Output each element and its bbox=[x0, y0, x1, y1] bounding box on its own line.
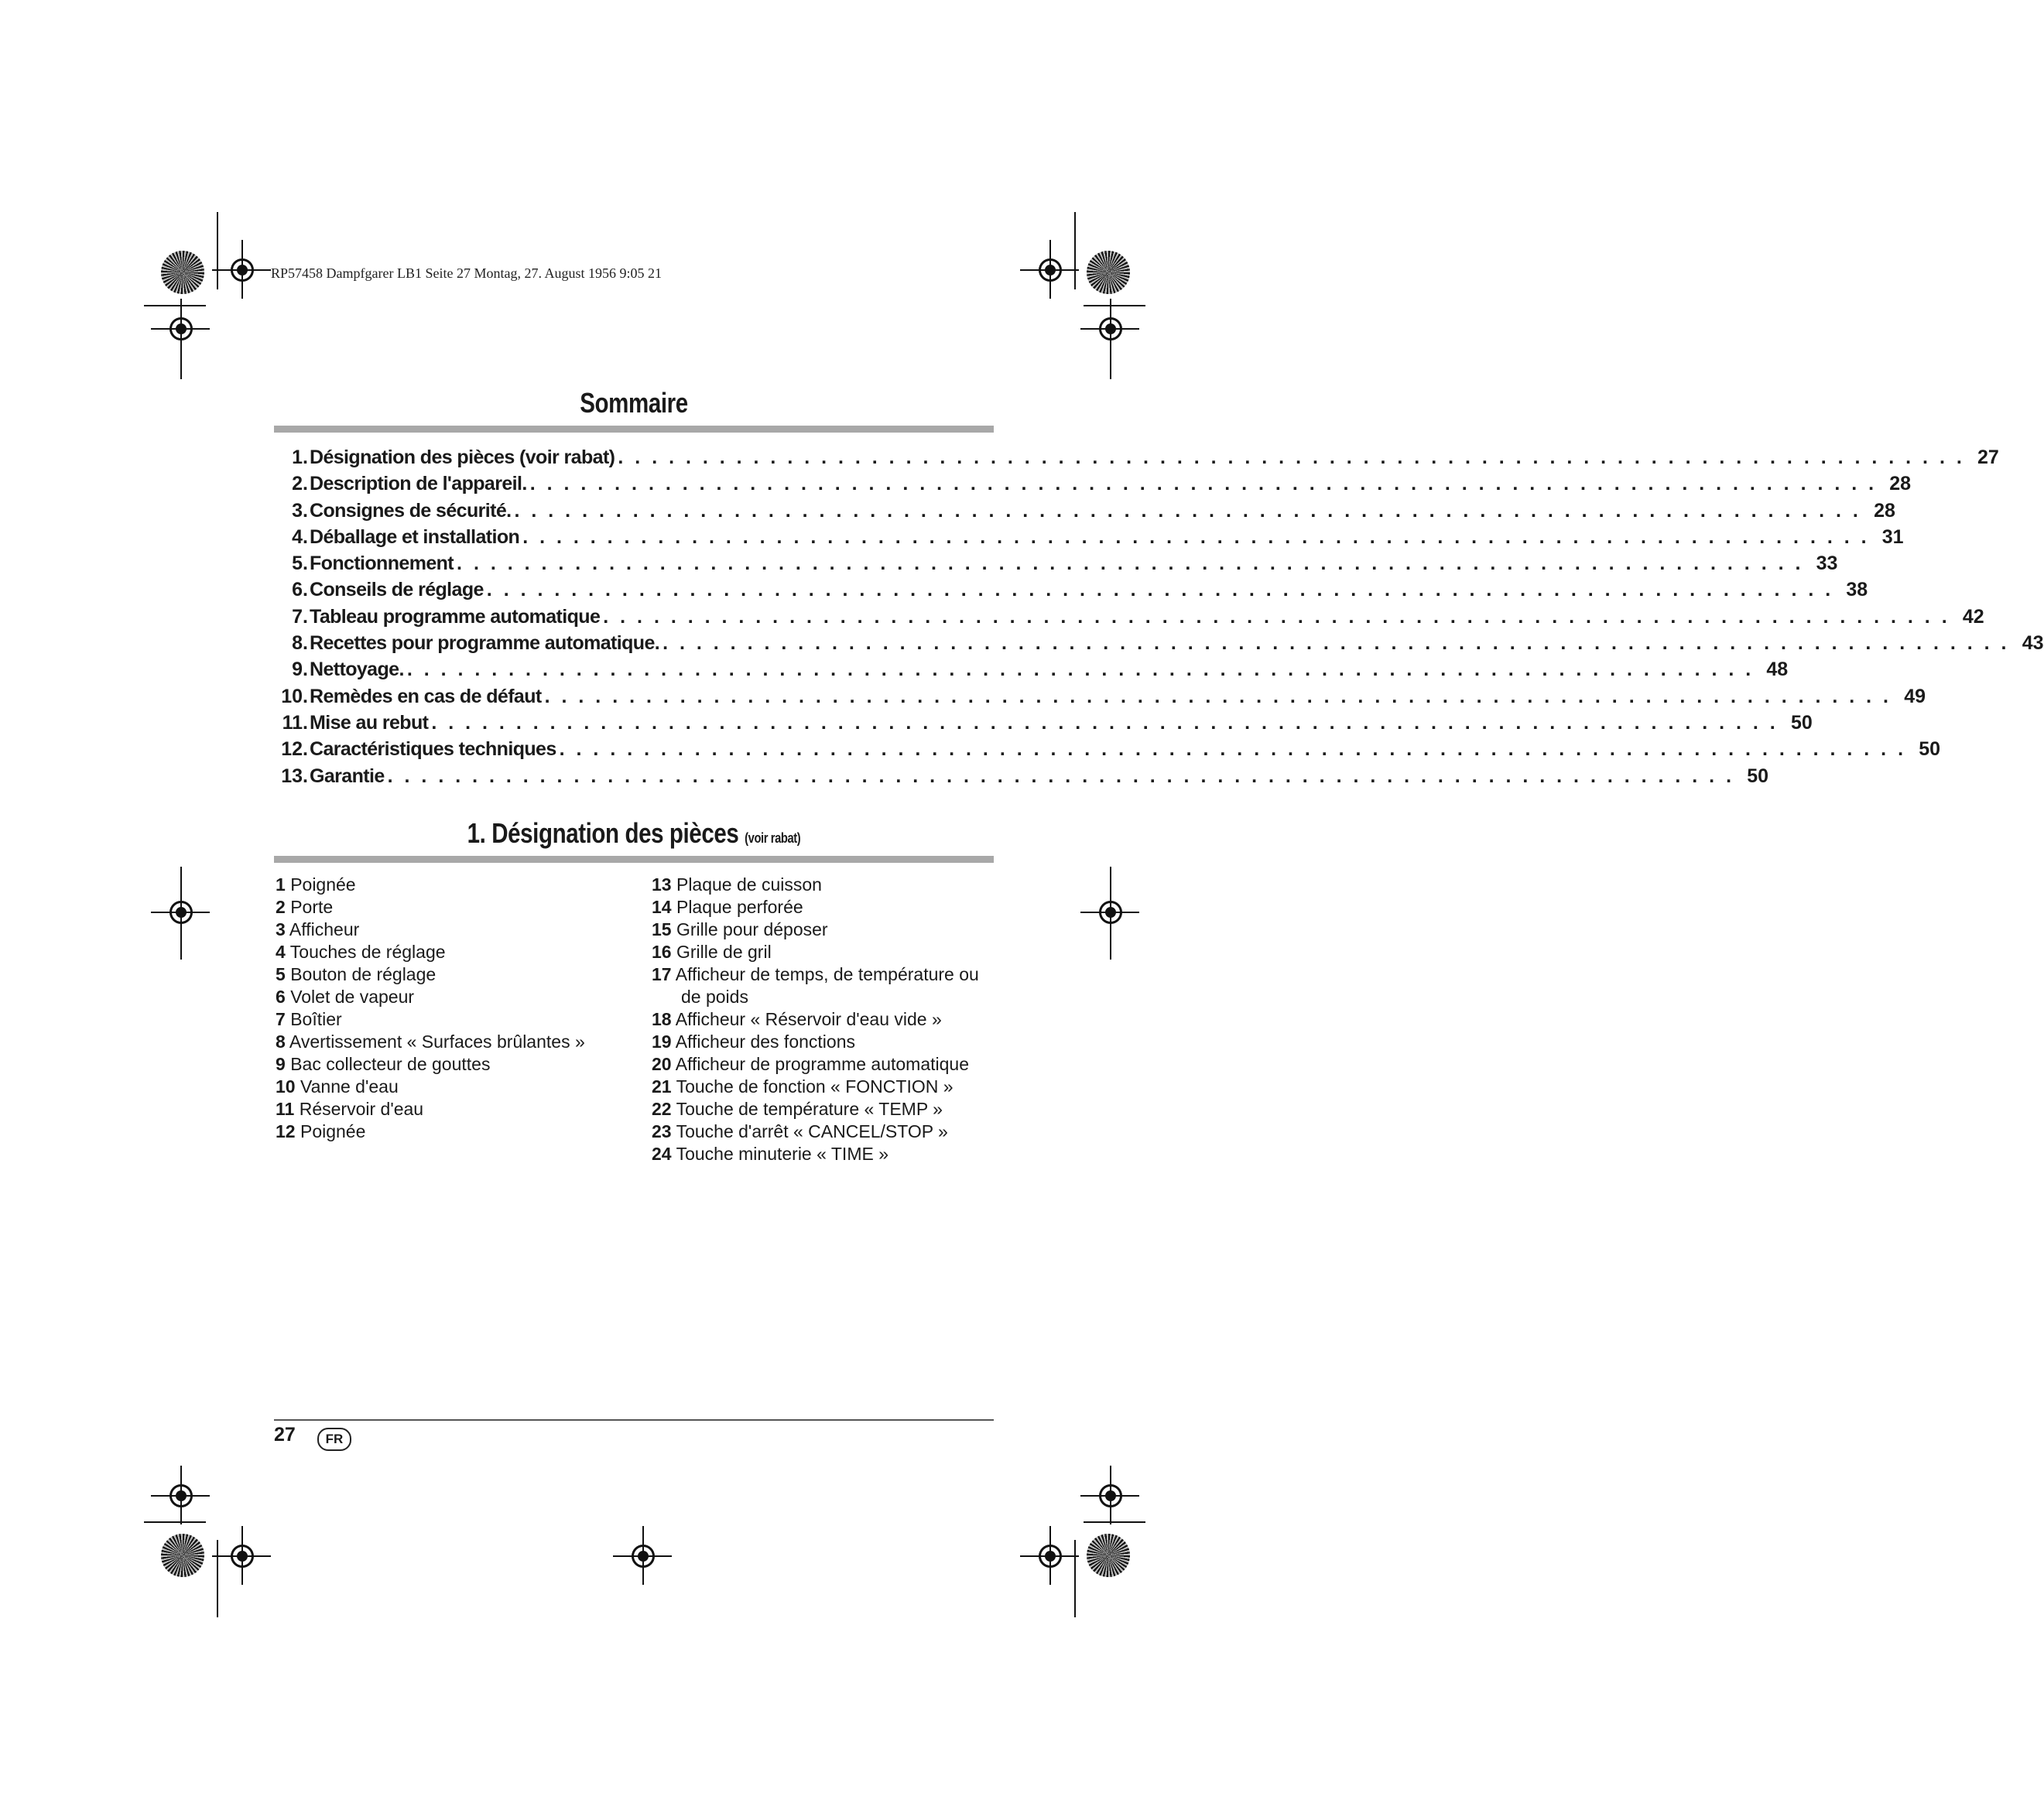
toc-entry-page: 33 bbox=[1816, 553, 1838, 575]
registration-target-center bbox=[1105, 323, 1116, 334]
toc-dot-leader: . . . . . . . . . . . . . . . . . . . . . . . . . . . . . . . . . . . . . . . . . . . . . . . . . . . . . . . . . . . . . . . . . . . . . . . . . . . . . . . . bbox=[663, 632, 2010, 655]
toc-dot-leader: . . . . . . . . . . . . . . . . . . . . . . . . . . . . . . . . . . . . . . . . . . . . . . . . . . . . . . . . . . . . . . . . . . . . . . . . . . . . . . . . bbox=[431, 711, 1779, 734]
registration-target-center bbox=[1045, 1551, 1056, 1562]
part-label: Afficheur de programme automatique bbox=[675, 1054, 970, 1074]
part-item bbox=[652, 874, 979, 896]
crop-line bbox=[1110, 348, 1111, 379]
table-of-contents bbox=[274, 444, 2044, 789]
part-item bbox=[276, 1053, 585, 1076]
sommaire-title bbox=[339, 387, 930, 419]
toc-dot-leader: . . . . . . . . . . . . . . . . . . . . . . . . . . . . . . . . . . . . . . . . . . . . . . . . . . . . . . . . . . . . . . . . . . . . . . . . . . . . . . . . bbox=[544, 685, 1892, 707]
part-label: Afficheur de temps, de température ou bbox=[675, 964, 979, 984]
toc-dot-leader: . . . . . . . . . . . . . . . . . . . . . . . . . . . . . . . . . . . . . . . . . . . . . . . . . . . . . . . . . . . . . . . . . . . . . . . . . . . . . . . . bbox=[522, 525, 1870, 548]
part-label: Afficheur bbox=[289, 919, 360, 939]
toc-entry-title: Désignation des pièces (voir rabat) bbox=[310, 447, 615, 468]
part-number: 12 bbox=[276, 1121, 296, 1141]
part-number: 13 bbox=[652, 874, 672, 895]
registration-target-center bbox=[176, 1490, 187, 1501]
toc-entry-page: 38 bbox=[1846, 579, 1868, 601]
toc-entry bbox=[274, 498, 1895, 524]
sommaire-title-text: Sommaire bbox=[580, 387, 688, 419]
crop-line bbox=[1110, 929, 1111, 960]
toc-entry bbox=[274, 550, 1838, 577]
part-label: Afficheur « Réservoir d'eau vide » bbox=[675, 1009, 942, 1029]
part-item bbox=[652, 941, 979, 963]
print-slug: RP57458 Dampfgarer LB1 Seite 27 Montag, 27. August 1956 9:05 21 bbox=[271, 265, 662, 281]
color-starburst-mark bbox=[1087, 1534, 1130, 1577]
toc-entry-title: Fonctionnement bbox=[310, 553, 454, 575]
part-label: Poignée bbox=[290, 874, 356, 895]
part-number: 9 bbox=[276, 1054, 286, 1074]
part-number: 21 bbox=[652, 1076, 672, 1097]
part-number: 8 bbox=[276, 1032, 286, 1052]
part-label: Porte bbox=[290, 897, 334, 917]
toc-entry-number: 3. bbox=[292, 499, 308, 522]
toc-entry-page: 50 bbox=[1790, 711, 1813, 734]
crop-line bbox=[1110, 867, 1111, 898]
part-label: Volet de vapeur bbox=[290, 987, 415, 1007]
part-number: 5 bbox=[276, 964, 286, 984]
part-number: 24 bbox=[652, 1144, 672, 1164]
part-number: 15 bbox=[652, 919, 672, 939]
part-item bbox=[652, 1053, 979, 1076]
registration-target-center bbox=[237, 265, 248, 275]
toc-entry-title: Garantie bbox=[310, 765, 385, 787]
part-label-continuation: de poids bbox=[681, 987, 748, 1007]
registration-target-center bbox=[1105, 1490, 1116, 1501]
part-number: 10 bbox=[276, 1076, 296, 1097]
toc-entry bbox=[274, 524, 1904, 550]
part-label: Bouton de réglage bbox=[290, 964, 437, 984]
toc-dot-leader: . . . . . . . . . . . . . . . . . . . . . . . . . . . . . . . . . . . . . . . . . . . . . . . . . . . . . . . . . . . . . . . . . . . . . . . . . . . . . . . . bbox=[603, 605, 1950, 628]
designation-rule bbox=[274, 856, 994, 863]
crop-line bbox=[1074, 1540, 1076, 1617]
part-item bbox=[276, 896, 585, 919]
toc-dot-leader: . . . . . . . . . . . . . . . . . . . . . . . . . . . . . . . . . . . . . . . . . . . . . . . . . . . . . . . . . . . . . . . . . . . . . . . . . . . . . . . . bbox=[514, 499, 1861, 522]
footer-rule bbox=[274, 1419, 994, 1421]
toc-dot-leader: . . . . . . . . . . . . . . . . . . . . . . . . . . . . . . . . . . . . . . . . . . . . . . . . . . . . . . . . . . . . . . . . . . . . . . . . . . . . . . . . bbox=[529, 473, 1878, 495]
toc-entry-title: Conseils de réglage bbox=[310, 579, 484, 601]
toc-entry-title: Tableau programme automatique bbox=[310, 605, 601, 628]
part-label: Touche d'arrêt « CANCEL/STOP » bbox=[676, 1121, 948, 1141]
toc-entry-title: Recettes pour programme automatique. bbox=[310, 632, 660, 655]
toc-dot-leader: . . . . . . . . . . . . . . . . . . . . . . . . . . . . . . . . . . . . . . . . . . . . . . . . . . . . . . . . . . . . . . . . . . . . . . . . . . . . . . . . bbox=[387, 765, 1735, 787]
crop-line bbox=[144, 305, 206, 306]
registration-target-center bbox=[176, 907, 187, 918]
part-item bbox=[652, 1076, 979, 1098]
toc-entry-number: 6. bbox=[292, 579, 308, 601]
part-item bbox=[652, 896, 979, 919]
parts-list-right bbox=[652, 874, 979, 1165]
part-item bbox=[276, 919, 585, 941]
color-starburst-mark bbox=[1087, 251, 1130, 294]
toc-entry-page: 31 bbox=[1881, 525, 1904, 548]
part-label: Réservoir d'eau bbox=[299, 1099, 424, 1119]
toc-entry bbox=[274, 630, 2044, 656]
toc-entry-page: 49 bbox=[1904, 685, 1926, 707]
toc-entry-number: 7. bbox=[292, 605, 308, 628]
toc-entry bbox=[274, 656, 1789, 683]
part-number: 4 bbox=[276, 942, 286, 962]
toc-entry bbox=[274, 604, 1984, 630]
toc-entry bbox=[274, 444, 1999, 470]
part-label: Touche de température « TEMP » bbox=[676, 1099, 943, 1119]
toc-entry-title: Description de l'appareil. bbox=[310, 473, 527, 495]
part-number: 22 bbox=[652, 1099, 672, 1119]
sommaire-rule bbox=[274, 426, 994, 433]
part-label: Avertissement « Surfaces brûlantes » bbox=[289, 1032, 585, 1052]
toc-entry-number: 4. bbox=[292, 525, 308, 548]
part-item bbox=[276, 1076, 585, 1098]
part-number: 2 bbox=[276, 897, 286, 917]
part-label: Boîtier bbox=[290, 1009, 342, 1029]
part-number: 17 bbox=[652, 964, 672, 984]
part-number: 16 bbox=[652, 942, 672, 962]
registration-target-center bbox=[237, 1551, 248, 1562]
toc-dot-leader: . . . . . . . . . . . . . . . . . . . . . . . . . . . . . . . . . . . . . . . . . . . . . . . . . . . . . . . . . . . . . . . . . . . . . . . . . . . . . . . . bbox=[486, 579, 1834, 601]
part-label: Grille pour déposer bbox=[676, 919, 828, 939]
part-label: Plaque perforée bbox=[676, 897, 803, 917]
part-item bbox=[276, 874, 585, 896]
part-label: Plaque de cuisson bbox=[676, 874, 822, 895]
toc-dot-leader: . . . . . . . . . . . . . . . . . . . . . . . . . . . . . . . . . . . . . . . . . . . . . . . . . . . . . . . . . . . . . . . . . . . . . . . . . . . . . . . . bbox=[559, 738, 1907, 761]
part-number: 3 bbox=[276, 919, 286, 939]
toc-entry-number: 8. bbox=[292, 632, 308, 655]
part-number: 1 bbox=[276, 874, 286, 895]
part-item bbox=[276, 1098, 585, 1121]
designation-title-text: 1. Désignation des pièces bbox=[467, 817, 739, 849]
part-label: Touche minuterie « TIME » bbox=[676, 1144, 889, 1164]
toc-entry-page: 28 bbox=[1874, 499, 1895, 522]
crop-line bbox=[180, 348, 182, 379]
toc-entry-title: Nettoyage. bbox=[310, 659, 404, 681]
part-item bbox=[276, 1121, 585, 1143]
registration-target-center bbox=[176, 323, 187, 334]
part-item bbox=[276, 1031, 585, 1053]
crop-line bbox=[180, 867, 182, 898]
part-label: Bac collecteur de gouttes bbox=[290, 1054, 491, 1074]
part-item bbox=[652, 963, 979, 986]
parts-list-left bbox=[276, 874, 585, 1143]
toc-entry-number: 5. bbox=[292, 553, 308, 575]
part-item bbox=[276, 1008, 585, 1031]
toc-dot-leader: . . . . . . . . . . . . . . . . . . . . . . . . . . . . . . . . . . . . . . . . . . . . . . . . . . . . . . . . . . . . . . . . . . . . . . . . . . . . . . . . bbox=[457, 553, 1804, 575]
part-label: Touches de réglage bbox=[289, 942, 446, 962]
crop-line bbox=[1074, 212, 1076, 289]
part-number: 19 bbox=[652, 1032, 672, 1052]
toc-entry bbox=[274, 577, 1868, 603]
color-starburst-mark bbox=[161, 251, 204, 294]
part-item bbox=[276, 941, 585, 963]
part-label: Poignée bbox=[300, 1121, 366, 1141]
toc-entry-title: Remèdes en cas de défaut bbox=[310, 685, 542, 707]
toc-entry-number: 1. bbox=[292, 447, 308, 468]
toc-entry-page: 50 bbox=[1747, 765, 1769, 787]
crop-line bbox=[144, 1521, 206, 1523]
part-number: 14 bbox=[652, 897, 672, 917]
toc-entry-page: 48 bbox=[1766, 659, 1789, 681]
part-item bbox=[652, 1121, 979, 1143]
toc-dot-leader: . . . . . . . . . . . . . . . . . . . . . . . . . . . . . . . . . . . . . . . . . . . . . . . . . . . . . . . . . . . . . . . . . . . . . . . . . . . . . . . . bbox=[618, 447, 1965, 468]
designation-title bbox=[339, 817, 930, 850]
part-label: Vanne d'eau bbox=[300, 1076, 399, 1097]
toc-entry-number: 2. bbox=[292, 473, 308, 495]
toc-entry bbox=[274, 683, 1926, 710]
toc-entry-number: 11. bbox=[282, 711, 308, 734]
toc-entry bbox=[274, 710, 1813, 736]
toc-entry-title: Déballage et installation bbox=[310, 525, 520, 548]
crop-line bbox=[217, 212, 218, 289]
part-number: 11 bbox=[276, 1099, 295, 1119]
part-item bbox=[652, 919, 979, 941]
toc-entry-number: 10. bbox=[281, 685, 308, 707]
color-starburst-mark bbox=[161, 1534, 204, 1577]
toc-entry-page: 50 bbox=[1919, 738, 1941, 761]
part-item bbox=[652, 1143, 979, 1165]
toc-entry bbox=[274, 763, 1769, 789]
part-item bbox=[652, 1031, 979, 1053]
crop-line bbox=[217, 1540, 218, 1617]
part-label: Afficheur des fonctions bbox=[675, 1032, 855, 1052]
toc-entry-number: 13. bbox=[281, 765, 308, 787]
toc-entry bbox=[274, 470, 1912, 497]
part-number: 18 bbox=[652, 1009, 672, 1029]
toc-entry bbox=[274, 736, 1941, 762]
part-item bbox=[652, 1008, 979, 1031]
toc-entry-page: 43 bbox=[2022, 632, 2044, 655]
language-badge: FR bbox=[317, 1428, 351, 1451]
registration-target-center bbox=[1045, 265, 1056, 275]
toc-entry-number: 9. bbox=[292, 659, 308, 681]
crop-line bbox=[1084, 305, 1145, 306]
part-number: 23 bbox=[652, 1121, 672, 1141]
toc-entry-title: Caractéristiques techniques bbox=[310, 738, 556, 761]
toc-entry-title: Consignes de sécurité. bbox=[310, 499, 512, 522]
part-item bbox=[276, 963, 585, 986]
designation-subtitle: (voir rabat) bbox=[745, 830, 801, 846]
part-label: Touche de fonction « FONCTION » bbox=[676, 1076, 954, 1097]
crop-line bbox=[180, 929, 182, 960]
toc-entry-number: 12. bbox=[281, 738, 308, 761]
registration-target-center bbox=[638, 1551, 649, 1562]
toc-entry-page: 27 bbox=[1977, 447, 1999, 468]
part-number: 6 bbox=[276, 987, 286, 1007]
toc-entry-page: 28 bbox=[1889, 473, 1912, 495]
toc-entry-page: 42 bbox=[1962, 605, 1984, 628]
part-item bbox=[652, 1098, 979, 1121]
registration-target-center bbox=[1105, 907, 1116, 918]
part-number: 20 bbox=[652, 1054, 672, 1074]
page-number: 27 bbox=[274, 1424, 296, 1446]
part-label: Grille de gril bbox=[676, 942, 772, 962]
part-item bbox=[276, 986, 585, 1008]
toc-dot-leader: . . . . . . . . . . . . . . . . . . . . . . . . . . . . . . . . . . . . . . . . . . . . . . . . . . . . . . . . . . . . . . . . . . . . . . . . . . . . . . . . bbox=[406, 659, 1755, 681]
part-number: 7 bbox=[276, 1009, 286, 1029]
crop-line bbox=[1084, 1521, 1145, 1523]
toc-entry-title: Mise au rebut bbox=[310, 711, 429, 734]
